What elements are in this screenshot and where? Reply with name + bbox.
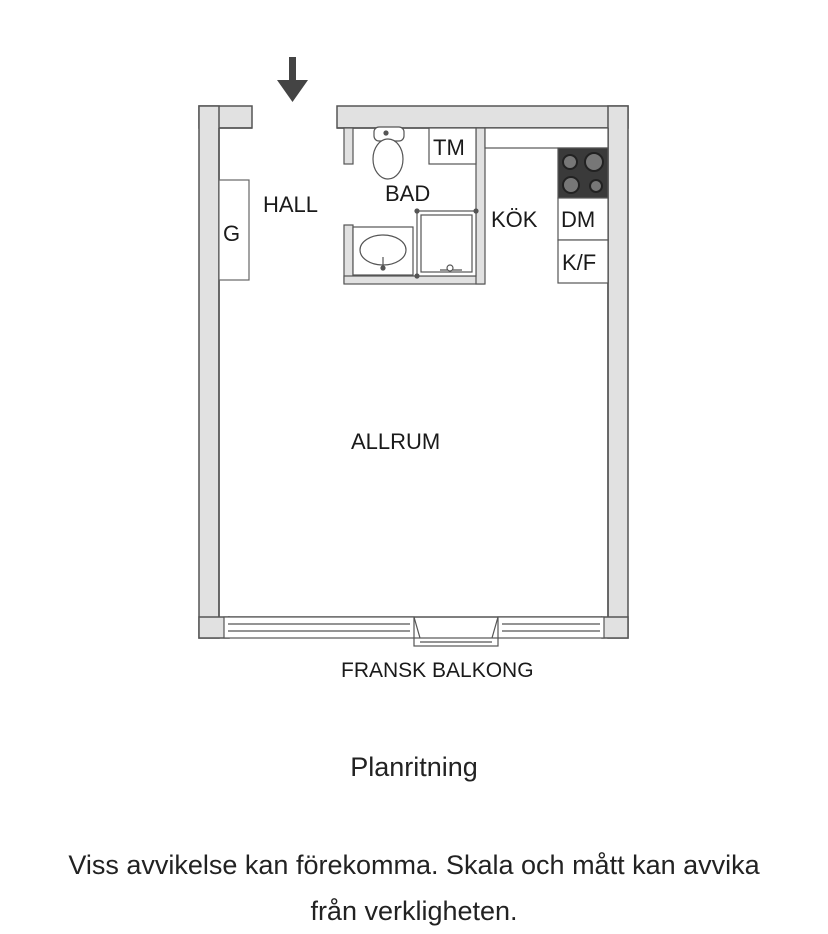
room-label-hall: HALL	[263, 192, 319, 217]
label-fransk-balkong: FRANSK BALKONG	[341, 659, 534, 682]
shower-icon	[415, 209, 478, 278]
stove-icon	[558, 148, 608, 198]
sink-icon	[353, 227, 413, 275]
label-dm: DM	[561, 207, 596, 232]
toilet-icon	[373, 127, 404, 179]
french-balcony	[414, 638, 498, 646]
label-tm: TM	[433, 135, 465, 160]
room-label-allrum: ALLRUM	[351, 429, 441, 454]
caption-note: Viss avvikelse kan förekomma. Skala och mått kan avvika från verkligheten.	[68, 850, 760, 926]
kitchen-counter	[485, 128, 608, 148]
bottom-windows	[224, 617, 604, 638]
caption-title: Planritning	[350, 752, 478, 782]
entrance-arrow-icon	[277, 57, 308, 102]
room-label-bad: BAD	[385, 181, 431, 206]
label-kf: K/F	[562, 250, 597, 275]
room-label-kok: KÖK	[491, 207, 538, 232]
label-garderob: G	[223, 221, 241, 246]
